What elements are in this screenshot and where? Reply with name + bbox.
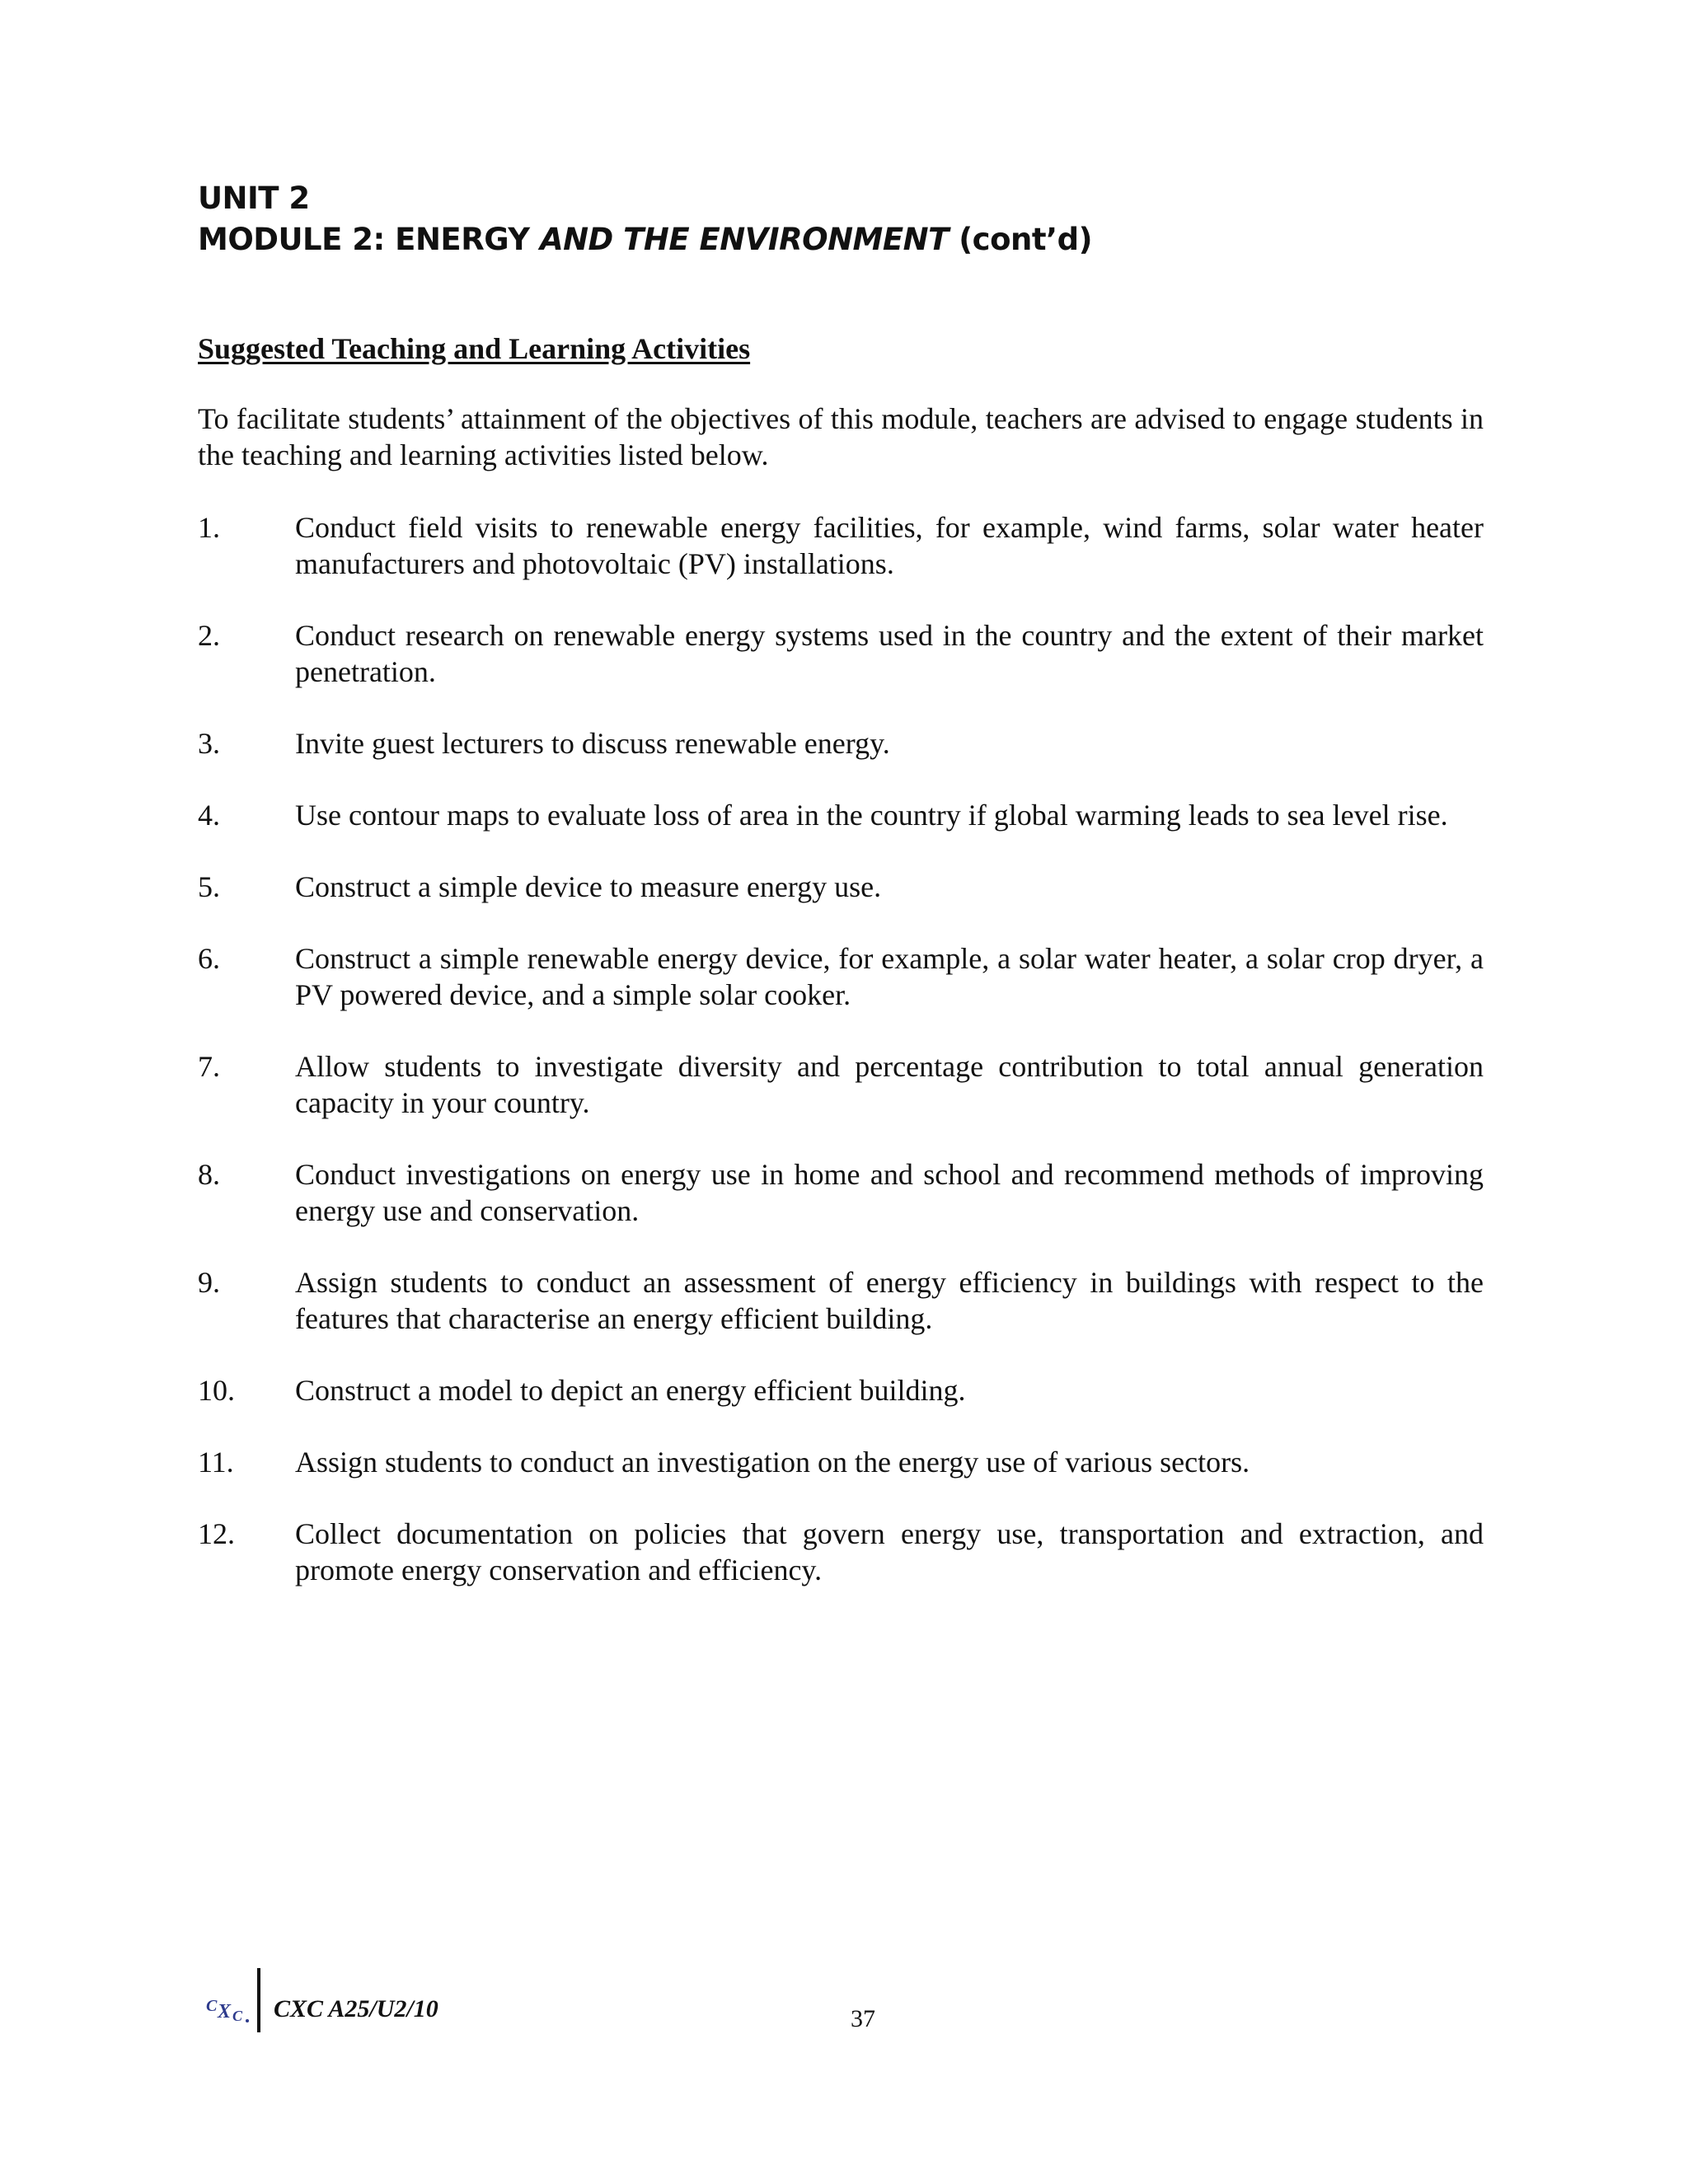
list-item: [198, 1444, 1484, 1480]
list-item-text: Construct a simple device to measure energy use.: [295, 870, 882, 903]
list-item-text: Conduct investigations on energy use in home and school and recommend methods of improving energy use and conservation.: [295, 1158, 1484, 1227]
cxc-logo-icon: [204, 1993, 252, 2026]
list-item-number: 4.: [198, 799, 220, 832]
list-item-number: 3.: [198, 727, 220, 760]
list-item: [198, 509, 1484, 582]
list-item-number: 2.: [198, 619, 220, 652]
list-item-number: 6.: [198, 942, 220, 975]
list-item: [198, 725, 1484, 762]
list-item: [198, 797, 1484, 833]
list-item: [198, 1372, 1484, 1408]
svg-text:C: C: [232, 2008, 243, 2024]
list-item-number: 8.: [198, 1158, 220, 1191]
list-item: [198, 940, 1484, 1013]
document-code: CXC A25/U2/10: [274, 1995, 438, 2022]
list-item-text: Assign students to conduct an assessment of energy efficiency in buildings with respect to the features that characterise an energy efficient building.: [295, 1266, 1484, 1335]
svg-text:C: C: [206, 1997, 218, 2015]
list-item-number: 12.: [198, 1517, 235, 1550]
svg-text:X: X: [218, 2001, 232, 2022]
page-number: 37: [851, 2005, 875, 2032]
list-item-number: 5.: [198, 870, 220, 903]
list-item-text: Construct a simple renewable energy device, for example, a solar water heater, a solar crop dryer, a PV powered device, and a simple solar cooker.: [295, 942, 1484, 1011]
list-item-text: Assign students to conduct an investigation on the energy use of various sectors.: [295, 1446, 1250, 1479]
list-item-text: Use contour maps to evaluate loss of area in the country if global warming leads to sea level rise.: [295, 799, 1448, 832]
list-item: [198, 869, 1484, 905]
list-item: [198, 1048, 1484, 1121]
list-item-number: 10.: [198, 1374, 235, 1407]
module-title-italic: AND THE ENVIRONMENT: [539, 222, 949, 257]
list-item: [198, 1264, 1484, 1337]
footer-divider: [257, 1968, 260, 2032]
module-title-prefix: MODULE 2: ENERGY: [198, 222, 540, 257]
list-item-text: Collect documentation on policies that govern energy use, transportation and extraction, and promote energy conservation and efficiency.: [295, 1517, 1484, 1586]
list-item-number: 9.: [198, 1266, 220, 1299]
module-title: [198, 219, 1092, 260]
list-item-number: 11.: [198, 1446, 234, 1479]
list-item-text: Invite guest lecturers to discuss renewable energy.: [295, 727, 890, 760]
list-item-text: Construct a model to depict an energy efficient building.: [295, 1374, 966, 1407]
list-item-text: Allow students to investigate diversity and percentage contribution to total annual generation capacity in your country.: [295, 1050, 1484, 1119]
section-title: Suggested Teaching and Learning Activities: [198, 332, 751, 365]
list-item-text: Conduct field visits to renewable energy facilities, for example, wind farms, solar water heater manufacturers and photovoltaic (PV) installations.: [295, 511, 1484, 580]
list-item: [198, 1516, 1484, 1588]
module-title-suffix: (cont’d): [948, 222, 1092, 257]
list-item: [198, 617, 1484, 690]
list-item: [198, 1156, 1484, 1229]
activity-list: [198, 509, 1484, 1624]
list-item-number: 1.: [198, 511, 220, 544]
list-item-text: Conduct research on renewable energy systems used in the country and the extent of their market penetration.: [295, 619, 1484, 688]
page-heading: [198, 178, 1092, 260]
intro-paragraph: To facilitate students’ attainment of the objectives of this module, teachers are advised to engage students in the teaching and learning activities listed below.: [198, 402, 1484, 471]
list-item-number: 7.: [198, 1050, 220, 1083]
unit-title: UNIT 2: [198, 180, 310, 216]
